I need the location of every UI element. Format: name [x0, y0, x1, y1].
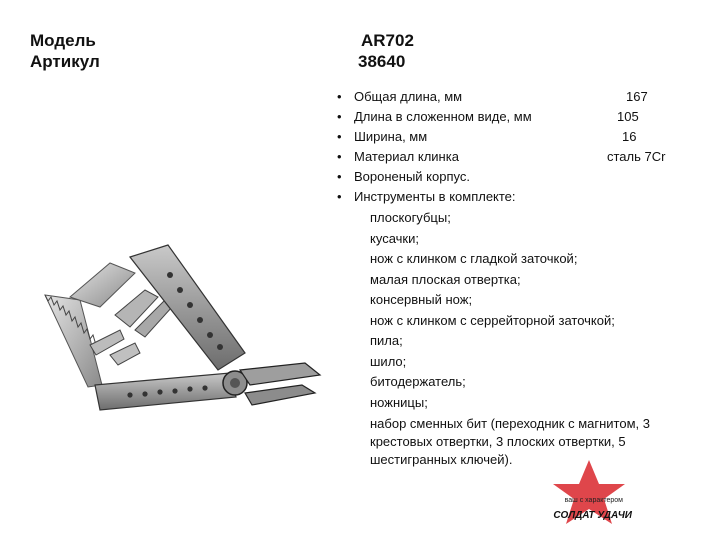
- bullet-icon: •: [337, 129, 342, 144]
- tool-item: шило;: [370, 353, 407, 369]
- spec-row-body: [337, 167, 697, 187]
- spec-label: Длина в сложенном виде, мм: [354, 109, 532, 124]
- spec-label: Материал клинка: [354, 149, 459, 164]
- brand-logo: [535, 458, 645, 535]
- tool-item: ножницы;: [370, 394, 428, 410]
- logo-tagline: ваш с характером: [564, 497, 623, 504]
- tool-item: набор сменных бит (переходник с магнитом, 3 крестовых отвертки, 3 плоских отвертки, 5 шестигранных ключей).: [370, 416, 650, 467]
- spec-label: Вороненый корпус.: [354, 169, 470, 184]
- spec-label: Инструменты в комплекте:: [354, 189, 516, 204]
- spec-row-width: [337, 127, 697, 147]
- tool-item: кусачки;: [370, 230, 419, 246]
- multitool-photo: [40, 235, 325, 435]
- tool-item: нож с клинком с серрейторной заточкой;: [370, 312, 615, 328]
- spec-value: сталь 7Cr: [607, 149, 666, 164]
- tool-item: малая плоская отвертка;: [370, 271, 521, 287]
- tool-item: плоскогубцы;: [370, 210, 451, 225]
- model-label: Модель: [30, 31, 96, 50]
- tool-item: нож с клинком с гладкой заточкой;: [370, 251, 578, 266]
- spec-list: [337, 87, 697, 207]
- logo-brand: СОЛДАТ УДАЧИ: [553, 510, 632, 521]
- spec-row-folded-length: [337, 107, 697, 127]
- tool-item: битодержатель;: [370, 374, 466, 389]
- tools-list: [370, 208, 690, 469]
- tool-item: пила;: [370, 333, 403, 348]
- bullet-icon: •: [337, 169, 342, 184]
- bullet-icon: •: [337, 149, 342, 164]
- bullet-icon: •: [337, 189, 342, 204]
- spec-row-tools: [337, 187, 697, 207]
- tool-item: консервный нож;: [370, 292, 473, 307]
- sku-label: Артикул: [30, 52, 100, 71]
- spec-value: 105: [617, 109, 639, 124]
- spec-row-length: [337, 87, 697, 107]
- spec-label: Ширина, мм: [354, 129, 428, 144]
- model-value: AR702: [361, 31, 414, 50]
- spec-row-blade-material: [337, 147, 697, 167]
- spec-value: 16: [622, 129, 637, 144]
- bullet-icon: •: [337, 89, 342, 104]
- spec-value: 167: [626, 89, 648, 104]
- bullet-icon: •: [337, 109, 342, 124]
- sku-value: 38640: [358, 52, 406, 71]
- spec-label: Общая длина, мм: [354, 89, 463, 104]
